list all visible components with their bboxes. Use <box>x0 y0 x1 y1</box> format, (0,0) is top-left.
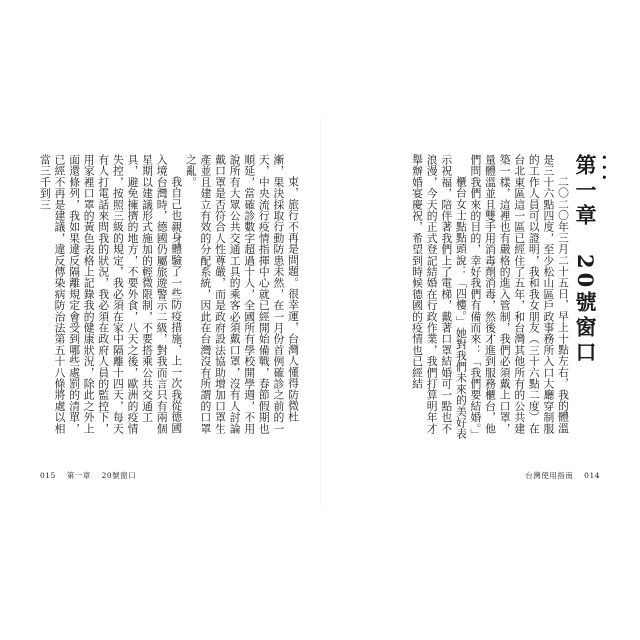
ornament-dots: • • • <box>597 154 610 181</box>
left-page-folio <box>40 470 136 481</box>
paragraph: 二〇二〇年三月二十五日，早上十點左右，我的體溫是三十六點四度，至少松山區戶政事務所入口大廳穿制服的工作人員可以證明，我和我女朋友（三十六點二度）在台北東區這一區已經住了五年，和台灣其他所有的公共建築一樣，這裡也有嚴格的進入管制，我們必須戴上口罩，量體溫並且雙手用消毒劑消毒，然後才進到服務櫃台，他們問我們來的目的，幸好我們有備而來：「我們要結婚。」 <box>469 154 570 440</box>
running-head-title: 20號窗口 <box>101 471 137 480</box>
running-head-title: 台灣使用指南 <box>525 471 574 480</box>
left-page <box>22 118 320 506</box>
right-page <box>320 118 618 506</box>
paragraph: 束，旅行不再是問題。很幸運，台灣人懂得防微杜漸，果決採取行動防患未然，在一月份首例確診之前的一天，中央流行疫情指揮中心就已經開始備戰，春節假期也順延，當確診數字超過十人，全國所有學校開學週，不用說所有大眾公共交通工具的乘客必須戴口罩，沒有人討論戴口罩是否符合人性尊嚴，而是政府設法協助增加口罩生產並且建立有效的分配系統，因此在台灣沒有所謂的口罩之亂。 <box>184 154 300 434</box>
left-page-text <box>38 154 300 444</box>
paragraph: 我自己也親身體驗了一些防疫措施，上一次我從德國入境台灣時，德國仍屬旅遊警示二級，對我而言只有兩個星期以建議形式施加的輕微限制，不要搭乘公共交通工具，避免擁擠的地方，不要外食，八天之後，歐洲的疫情失控，按照三級的規定，我必須在家中隔離十四天，每天有人打電話來問我的狀況，我必須在政府人員的監控下，用家裡口罩的黃色表格上記錄我的健康狀況，除此之外上面還條列，我如果違反隔離規定會受到哪些處罰的清單，已經不再是建議，違反傳染病防治法第五十八條將處以相當三千到三 <box>38 154 184 434</box>
page-number: 015 <box>40 471 56 480</box>
page-number: 014 <box>584 471 600 480</box>
right-page-text <box>365 154 570 444</box>
running-head-chapter: 第一章 <box>66 471 91 480</box>
book-spread <box>22 118 618 506</box>
paragraph: 櫃台女士點點頭說：「四樓。」她對我們未來的美好表示祝福，陪伴著我們上了電梯，戴著口罩結婚可一點也不浪漫，今天的正式登記結婚在行政作業，我們打算明年才舉辦婚宴慶祝，希望到時候德國的疫情也已經結 <box>411 154 468 439</box>
right-page-folio <box>525 470 600 481</box>
chapter-title: 第一章 20號窗口 <box>573 154 598 367</box>
